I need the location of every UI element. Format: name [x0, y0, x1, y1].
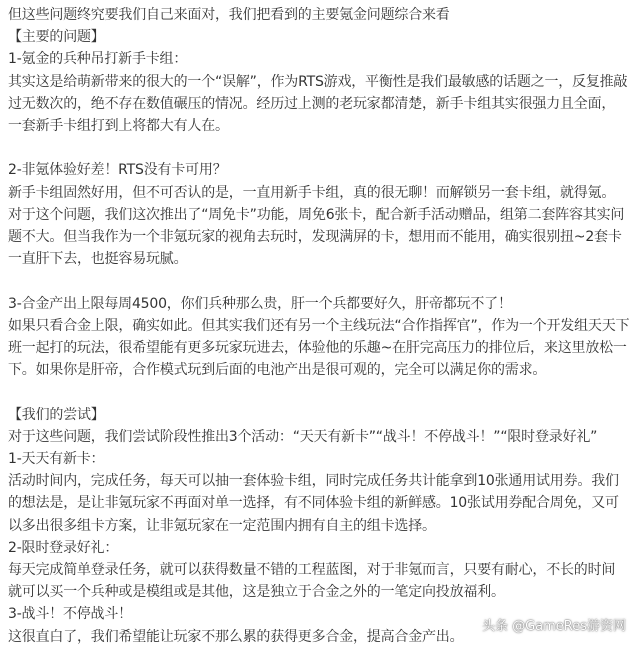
text-line: 如果只看合金上限，确实如此。但其实我们还有另一个主线玩法“合作指挥官”，作为一个开发组天天下 [8, 317, 630, 334]
toutiao-logo-icon [461, 617, 477, 633]
text-line: 3-合金产出上限每周4500，你们兵种那么贵，肝一个兵都要好久，肝帝都玩不了！ [8, 295, 512, 312]
text-line: 其实这是给萌新带来的很大的一个“误解”，作为RTS游戏，平衡性是我们最敏感的话题之一，反复推敲 [8, 73, 628, 90]
article-body [8, 4, 632, 648]
blank-line [8, 381, 632, 403]
text-line: 3-战斗！不停战斗！ [8, 606, 132, 623]
text-line: 【主要的问题】 [8, 29, 105, 46]
text-line: 下。如果你是肝帝，合作模式玩到后面的电池产出是很可观的，完全可以满足你的需求。 [8, 362, 547, 379]
text-line: 一直肝下去，也挺容易玩腻。 [8, 251, 188, 268]
text-line: 2-非氪体验好差！RTS没有卡可用？ [8, 162, 227, 179]
text-line: 新手卡组固然好用，但不可否认的是，一直用新手卡组，真的很无聊！而解锁另一套卡组，就得氪。 [8, 184, 616, 201]
text-line: 2-限时登录好礼： [8, 539, 119, 556]
watermark-text: 头条 @GameRes游资网 [481, 619, 626, 634]
watermark [461, 615, 626, 634]
text-line: 每天完成简单登录任务，就可以获得数量不错的工程蓝图，对于非氪而言，只要有耐心，不长的时间 [8, 562, 616, 579]
text-line: 这很直白了，我们希望能让玩家不那么累的获得更多合金，提高合金产出。 [8, 628, 464, 645]
text-line: 的想法是，是让非氪玩家不再面对单一选择，有不同体验卡组的新鲜感。10张试用券配合周免，又可 [8, 495, 619, 512]
text-line: 但这些问题终究要我们自己来面对，我们把看到的主要氪金问题综合来看 [8, 7, 450, 23]
text-line: 班一起打的玩法，很希望能有更多玩家玩进去，体验他的乐趣~在肝完高压力的排位后，来这里放松一 [8, 340, 627, 357]
text-line: 1-氪金的兵种吊打新手卡组： [8, 51, 188, 68]
text-line: 活动时间内，完成任务，每天可以抽一套体验卡组，同时完成任务共计能拿到10张通用试用券。我们 [8, 473, 619, 490]
blank-line [8, 270, 632, 292]
text-line: 对于这些问题，我们尝试阶段性推出3个活动：“天天有新卡”“战斗！不停战斗！”“限时登录好礼” [8, 428, 598, 445]
text-line: 1-天天有新卡： [8, 451, 105, 468]
text-line: 以多出很多组卡方案，让非氪玩家在一定范围内拥有自主的组卡选择。 [8, 517, 436, 534]
text-line: 对于这个问题，我们这次推出了“周免卡”功能，周免6张卡，配合新手活动赠品，组第二套阵容其实问 [8, 206, 625, 223]
text-line: 【我们的尝试】 [8, 406, 105, 423]
text-line: 就可以买一个兵种或是模组或是其他，这是独立于合金之外的一笔定向投放福利。 [8, 584, 505, 601]
blank-line [8, 137, 632, 159]
text-line: 题不大。但当我作为一个非氪玩家的视角去玩时，发现满屏的卡，想用而不能用，确实很别扭~2套卡 [8, 229, 622, 246]
text-line: 过无数次的，绝不存在数值碾压的情况。经历过上测的老玩家都清楚，新手卡组其实很强力且全面， [8, 95, 616, 112]
text-line: 一套新手卡组打到上将都大有人在。 [8, 118, 229, 135]
